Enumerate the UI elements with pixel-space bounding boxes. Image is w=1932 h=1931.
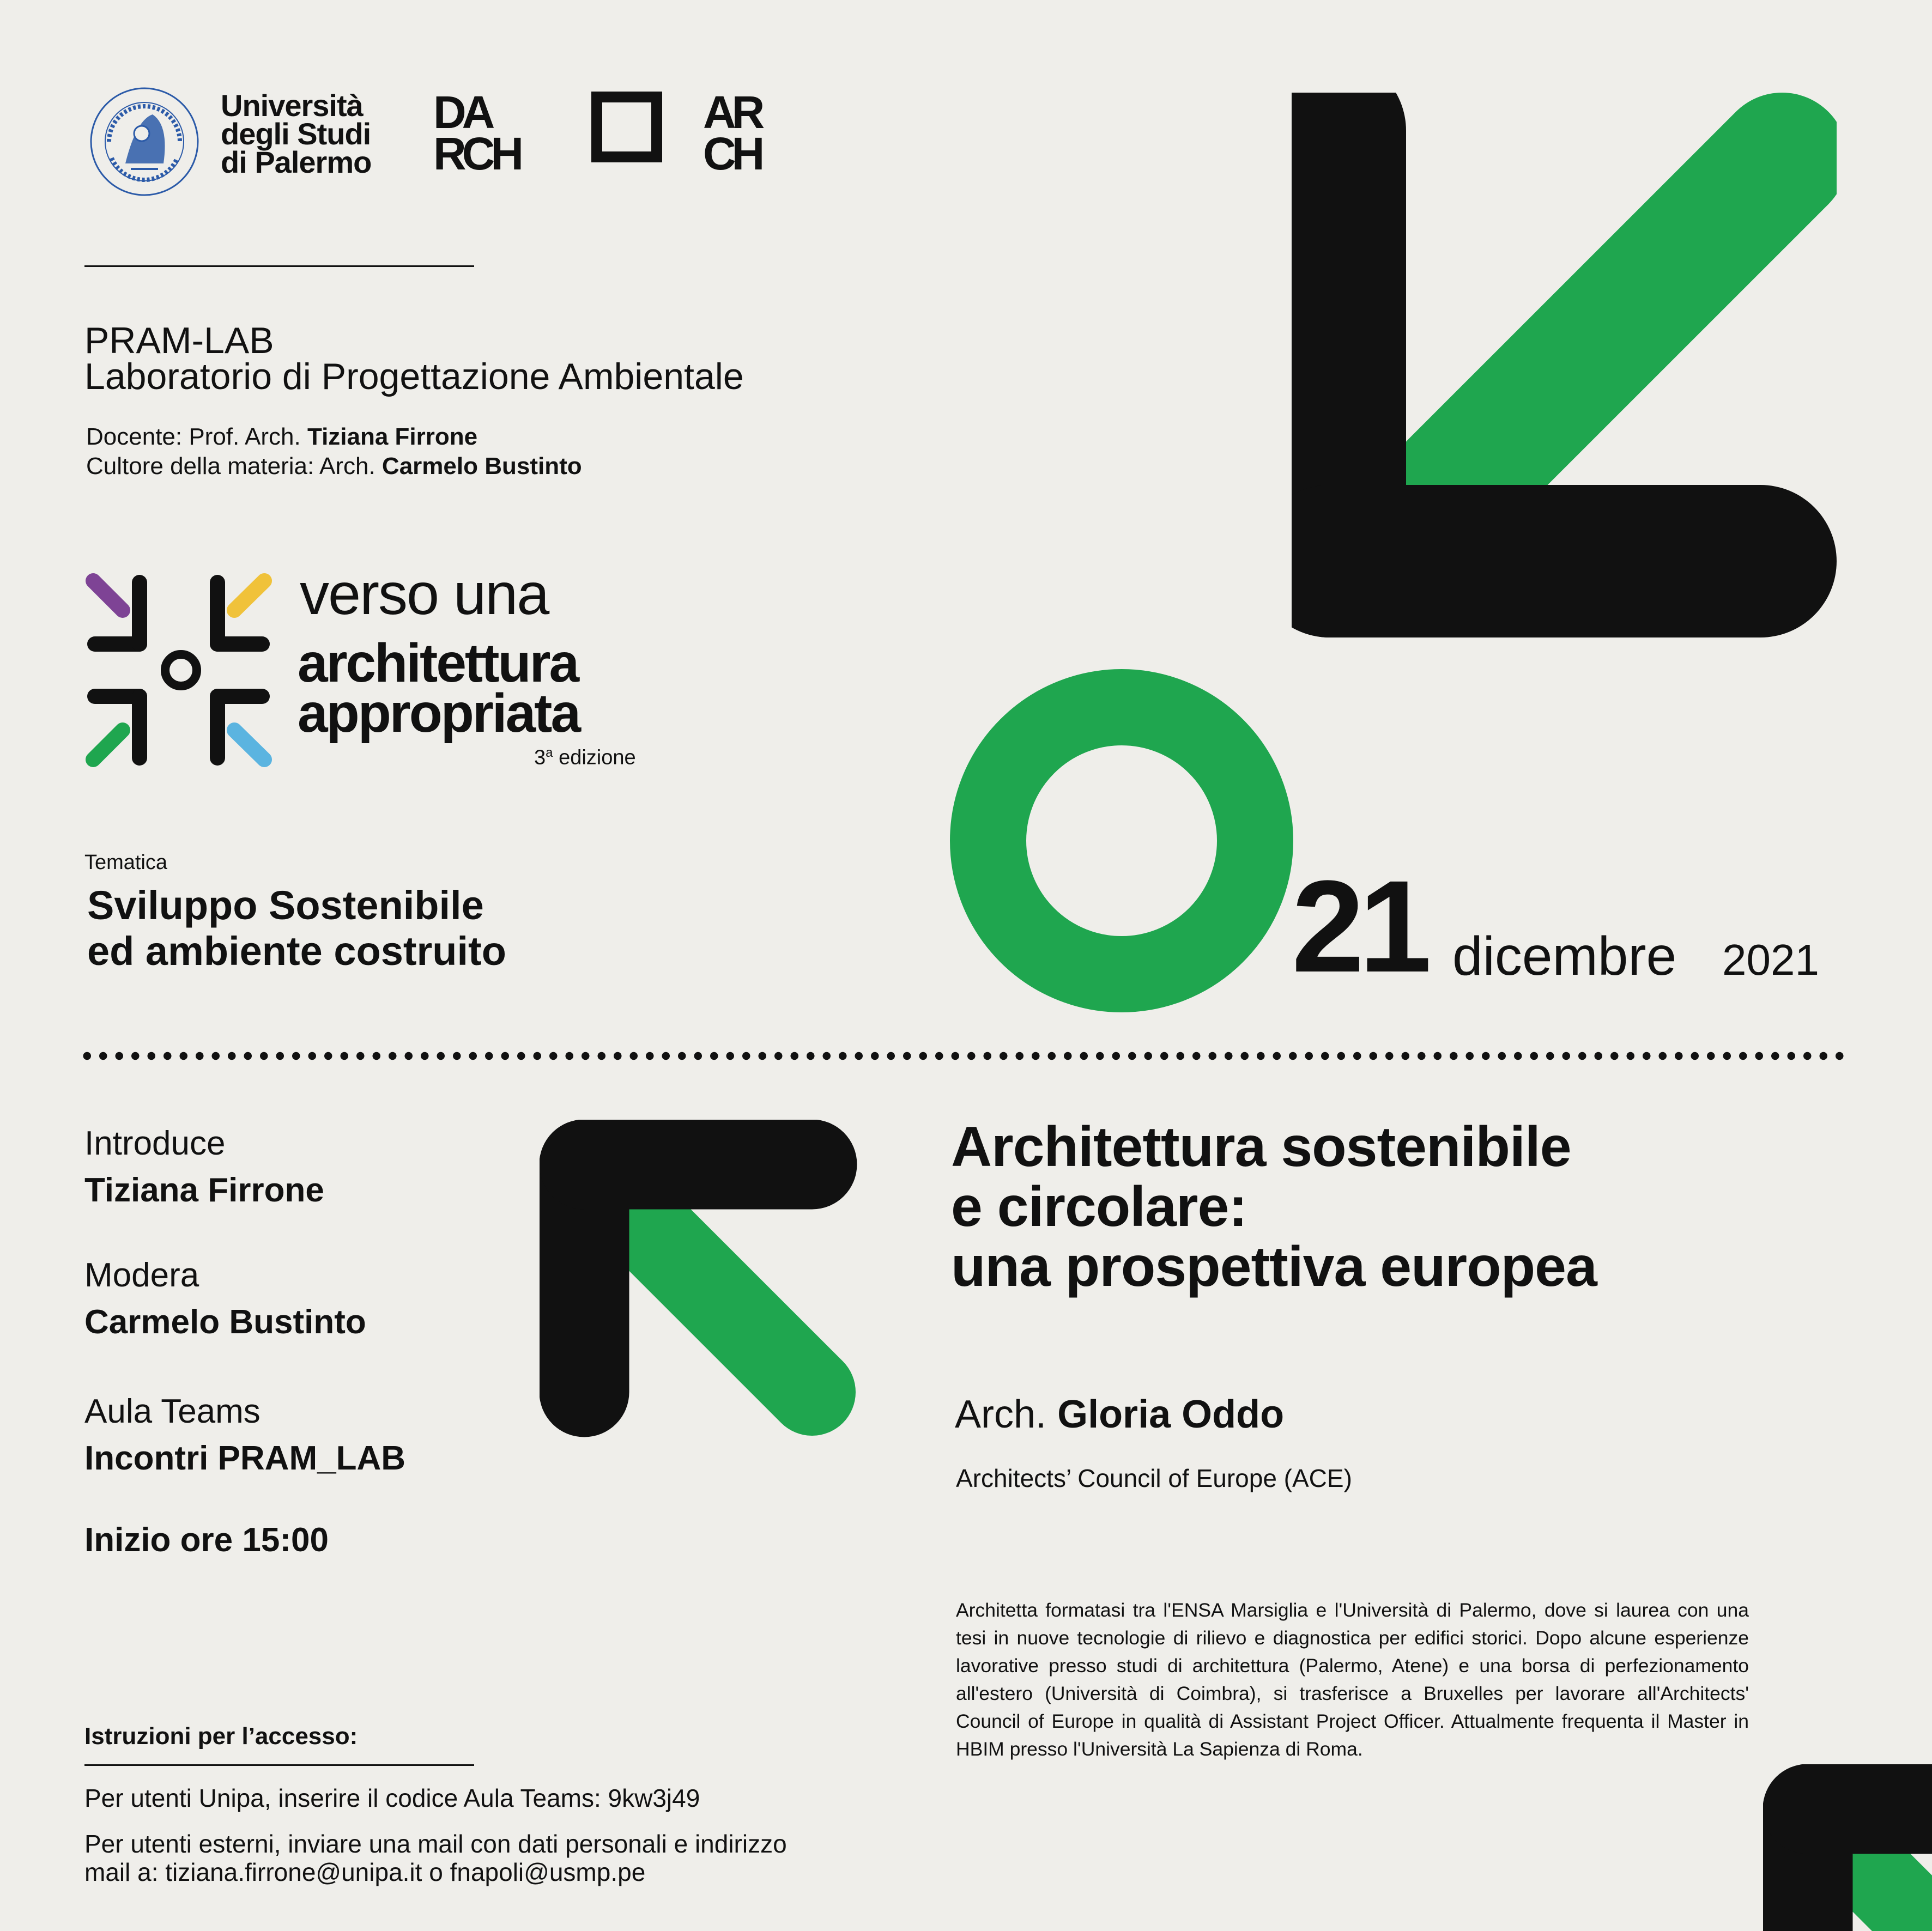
university-logo	[87, 82, 392, 202]
arrow-down-left-icon	[1292, 93, 1837, 637]
introduce-label: Introduce	[84, 1125, 226, 1162]
talk-title-line2: e circolare:	[951, 1175, 1247, 1238]
email-link-napoli[interactable]: fnapoli@usmp.pe	[450, 1858, 646, 1886]
tematica-line1: Sviluppo Sostenibile	[87, 883, 484, 928]
darch-letter: CH	[462, 128, 519, 179]
university-name-line2: degli Studi	[221, 117, 371, 151]
talk-title-line1: Architettura sostenibile	[951, 1115, 1571, 1179]
arrow-up-left-icon	[540, 1120, 867, 1447]
modera-name: Carmelo Bustinto	[84, 1303, 366, 1341]
edition-label: 3$^a$ edizione	[534, 745, 636, 769]
tematica-label: Tematica	[84, 851, 168, 874]
start-time: Inizio ore 15:00	[84, 1521, 329, 1559]
square-icon	[591, 92, 662, 162]
talk-title-line3: una prospettiva europea	[951, 1235, 1597, 1298]
event-month: dicembre	[1452, 926, 1677, 987]
introduce-name: Tiziana Firrone	[84, 1171, 324, 1209]
series-title-line1: verso una	[300, 561, 549, 627]
speaker-bio: Architetta formatasi tra l'ENSA Marsiglia e l'Università di Palermo, dove si laurea con una tesi in nuove tecnologie di rilievo e diagnostica per edifici storici. Dopo alcune esperienze lavorative presso studi di architettura (Palermo, Atene) e una borsa di perfezionamento all'estero (Università di Coimbra), si trasferisce a Bruxelles per lavorare all'Architects' Council of Europe in qualità di Assistant Project Officer. Attualmente frequenta il Master in HBIM presso l'Università La Sapienza di Roma.	[956, 1599, 1749, 1760]
modera-label: Modera	[84, 1256, 199, 1294]
arch-row2: CH	[703, 128, 761, 179]
docente-label: Docente: Prof. Arch.	[86, 423, 301, 450]
arrow-corner-icon	[1763, 1764, 1932, 1931]
dotted-divider	[79, 1052, 1845, 1060]
access-or: o	[429, 1858, 443, 1886]
speaker-organization: Architects’ Council of Europe (ACE)	[956, 1464, 1352, 1492]
tematica-line2: ed ambiente costruito	[87, 928, 506, 974]
aula-label: Aula Teams	[84, 1393, 261, 1430]
cultore-label: Cultore della materia: Arch.	[86, 453, 376, 479]
lab-subtitle: Laboratorio di Progettazione Ambientale	[84, 356, 744, 397]
university-name-line3: di Palermo	[221, 145, 372, 179]
aula-name: Incontri PRAM_LAB	[84, 1440, 405, 1477]
darch-logo	[433, 87, 519, 179]
divider-line	[84, 265, 474, 267]
event-year: 2021	[1722, 936, 1819, 984]
teams-code[interactable]: 9kw3j49	[608, 1784, 700, 1812]
darch-letter: D	[433, 87, 462, 138]
speaker-name: Gloria Oddo	[1057, 1393, 1285, 1436]
university-name-line1: Università	[221, 88, 363, 123]
darch-letter: A	[462, 87, 491, 138]
access-title: Istruzioni per l’accesso:	[84, 1723, 358, 1750]
series-logo-icon	[84, 572, 281, 768]
arch-row1: AR	[703, 87, 761, 138]
darch-letter: R	[433, 128, 462, 179]
cultore-name: Carmelo Bustinto	[381, 453, 582, 479]
series-title-line3: appropriata	[298, 683, 580, 744]
email-link-firrone[interactable]: tiziana.firrone@unipa.it	[165, 1858, 422, 1886]
lab-name: PRAM-LAB	[84, 320, 274, 361]
series-title-line2: architettura	[298, 633, 578, 694]
access-unipa	[84, 1784, 700, 1812]
docente-name: Tiziana Firrone	[307, 423, 478, 450]
speaker-title: Arch.	[955, 1393, 1047, 1436]
access-external-line1: Per utenti esterni, inviare una mail con dati personali e indirizzo	[84, 1830, 787, 1858]
divider-line	[84, 1764, 474, 1766]
event-day: 21	[1292, 853, 1426, 999]
ring-icon	[948, 667, 1297, 1016]
arch-logo	[591, 87, 788, 181]
university-seal-icon	[87, 82, 202, 202]
access-mail-prefix: mail a:	[84, 1858, 159, 1886]
access-unipa-text: Per utenti Unipa, inserire il codice Aula Teams:	[84, 1784, 601, 1812]
